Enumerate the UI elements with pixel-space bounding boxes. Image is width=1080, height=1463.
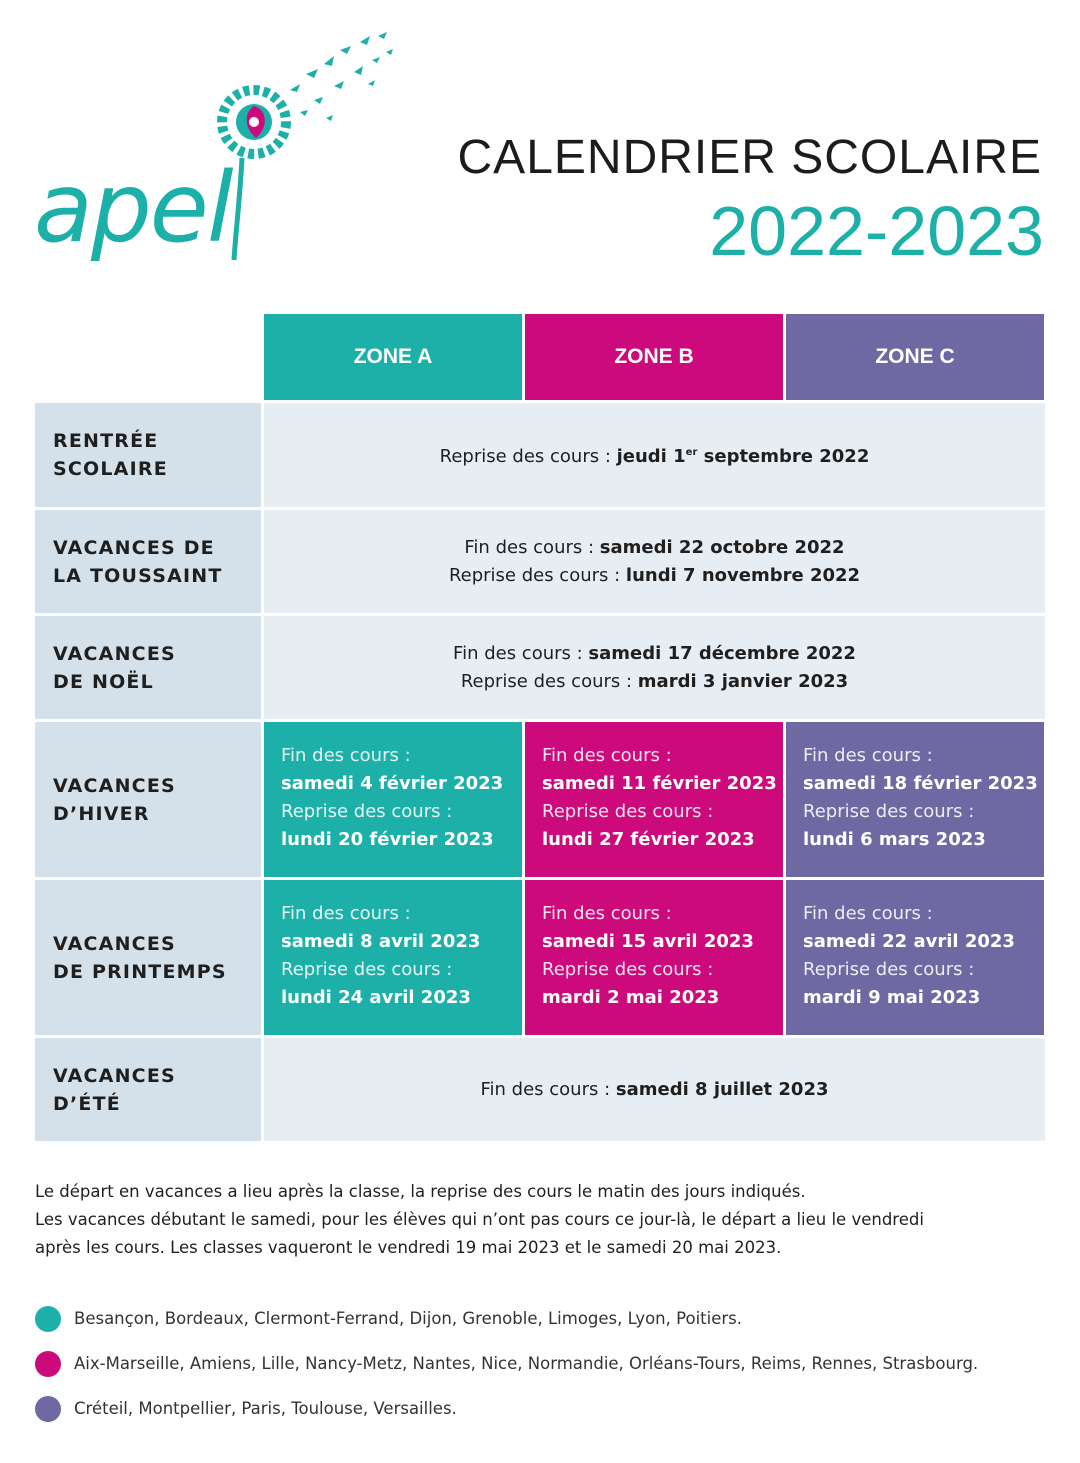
- reprise-date: lundi 6 mars 2023: [803, 829, 986, 850]
- reprise-label: Reprise des cours :: [542, 801, 714, 822]
- note-line: après les cours. Les classes vaqueront le vendredi 19 mai 2023 et le samedi 20 mai 2023.: [35, 1238, 782, 1257]
- legend-text: Créteil, Montpellier, Paris, Toulouse, Versailles.: [74, 1399, 457, 1418]
- row-label: [35, 722, 261, 877]
- reprise-date: lundi 24 avril 2023: [281, 987, 471, 1008]
- reprise-label: Reprise des cours :: [803, 959, 975, 980]
- row-dates: [264, 403, 1045, 507]
- note-line: Les vacances débutant le samedi, pour les élèves qui n’ont pas cours ce jour-là, le départ a lieu le vendredi: [35, 1210, 924, 1229]
- zone-b-cell: [525, 722, 783, 877]
- reprise-label: Reprise des cours :: [281, 959, 453, 980]
- zone-c-cell: [786, 880, 1044, 1035]
- row-label-line1: VACANCES: [53, 642, 176, 665]
- reprise-date: mardi 2 mai 2023: [542, 987, 720, 1008]
- fin-prefix: Fin des cours :: [480, 1078, 616, 1100]
- logo-wordmark: apel: [34, 152, 232, 264]
- zone-b-header: ZONE B: [525, 314, 783, 400]
- row-label-line2: DE NOËL: [53, 670, 154, 693]
- fin-date: samedi 17 décembre 2022: [588, 642, 856, 664]
- row-label: [35, 616, 261, 719]
- fin-date: samedi 15 avril 2023: [542, 931, 754, 952]
- reprise-label: Reprise des cours :: [281, 801, 453, 822]
- fin-date: samedi 22 avril 2023: [803, 931, 1015, 952]
- row-noel: [35, 616, 1045, 719]
- row-dates: [264, 1038, 1045, 1141]
- row-label: [35, 880, 261, 1035]
- row-label: [35, 510, 261, 613]
- page-year: 2022-2023: [709, 192, 1044, 270]
- legend-item-zone-a: [35, 1296, 978, 1341]
- zone-c-header: ZONE C: [786, 314, 1044, 400]
- row-toussaint: [35, 510, 1045, 613]
- zone-c-dot-icon: [35, 1396, 61, 1422]
- row-label: [35, 403, 261, 507]
- fin-label: Fin des cours :: [281, 903, 411, 924]
- fin-date: samedi 11 février 2023: [542, 773, 777, 794]
- row-ete: [35, 1038, 1045, 1141]
- row-label-line2: D’ÉTÉ: [53, 1093, 121, 1115]
- zone-legend: [35, 1296, 978, 1431]
- zone-b-dot-icon: [35, 1351, 61, 1377]
- row-rentree: [35, 403, 1045, 507]
- row-printemps: [35, 880, 1045, 1035]
- reprise-date: mardi 3 janvier 2023: [637, 670, 849, 692]
- fin-date: samedi 8 avril 2023: [281, 931, 481, 952]
- reprise-prefix: Reprise des cours :: [448, 564, 626, 586]
- fin-prefix: Fin des cours :: [453, 642, 589, 664]
- fin-date: samedi 18 février 2023: [803, 773, 1038, 794]
- zone-header-row: [35, 314, 1045, 400]
- reprise-date-month: septembre 2022: [697, 446, 870, 467]
- reprise-date: mardi 9 mai 2023: [803, 987, 981, 1008]
- legend-text: Aix-Marseille, Amiens, Lille, Nancy-Metz, Nantes, Nice, Normandie, Orléans-Tours, Reims, Rennes, Strasbourg.: [74, 1354, 979, 1373]
- fin-date: samedi 22 octobre 2022: [599, 536, 845, 558]
- zone-c-cell: [786, 722, 1044, 877]
- fin-label: Fin des cours :: [803, 903, 933, 924]
- zone-b-cell: [525, 880, 783, 1035]
- row-dates: [264, 616, 1045, 719]
- fin-label: Fin des cours :: [542, 903, 672, 924]
- reprise-date-sup: er: [685, 447, 698, 458]
- zone-a-dot-icon: [35, 1306, 61, 1332]
- row-label-line2: DE PRINTEMPS: [53, 961, 227, 983]
- row-hiver: [35, 722, 1045, 877]
- reprise-date: lundi 7 novembre 2022: [625, 564, 861, 586]
- fin-date: samedi 8 juillet 2023: [615, 1078, 829, 1100]
- fin-label: Fin des cours :: [281, 745, 411, 766]
- reprise-label: Reprise des cours :: [803, 801, 975, 822]
- reprise-date: lundi 27 février 2023: [542, 829, 755, 850]
- page-title: CALENDRIER SCOLAIRE: [457, 131, 1042, 184]
- reprise-prefix: Reprise des cours :: [460, 670, 638, 692]
- reprise-label: Reprise des cours :: [542, 959, 714, 980]
- zone-a-cell: [264, 722, 522, 877]
- row-label-line2: D’HIVER: [53, 803, 150, 825]
- fin-prefix: Fin des cours :: [464, 536, 600, 558]
- fin-label: Fin des cours :: [803, 745, 933, 766]
- apel-logo: [28, 28, 408, 288]
- fin-label: Fin des cours :: [542, 745, 672, 766]
- row-label-line1: VACANCES DE: [53, 536, 215, 559]
- row-label-line1: VACANCES: [53, 933, 176, 955]
- zone-a-cell: [264, 880, 522, 1035]
- legend-text: Besançon, Bordeaux, Clermont-Ferrand, Dijon, Grenoble, Limoges, Lyon, Poitiers.: [74, 1309, 742, 1328]
- footnotes: [35, 1178, 1045, 1262]
- legend-item-zone-b: [35, 1341, 978, 1386]
- legend-item-zone-c: [35, 1386, 978, 1431]
- reprise-date: lundi 20 février 2023: [281, 829, 494, 850]
- row-label-line2: LA TOUSSAINT: [53, 564, 223, 587]
- row-label-line2: SCOLAIRE: [53, 458, 168, 480]
- header-spacer: [35, 314, 261, 400]
- row-label-line1: RENTRÉE: [53, 430, 159, 452]
- reprise-date-day: jeudi 1: [616, 446, 686, 467]
- row-label: [35, 1038, 261, 1141]
- fin-date: samedi 4 février 2023: [281, 773, 504, 794]
- note-line: Le départ en vacances a lieu après la classe, la reprise des cours le matin des jours indiqués.: [35, 1182, 806, 1201]
- row-label-line1: VACANCES: [53, 775, 176, 797]
- zone-a-header: ZONE A: [264, 314, 522, 400]
- row-label-line1: VACANCES: [53, 1065, 176, 1087]
- calendar-table: [35, 314, 1045, 1141]
- row-dates: [264, 510, 1045, 613]
- reprise-prefix: Reprise des cours :: [439, 446, 617, 467]
